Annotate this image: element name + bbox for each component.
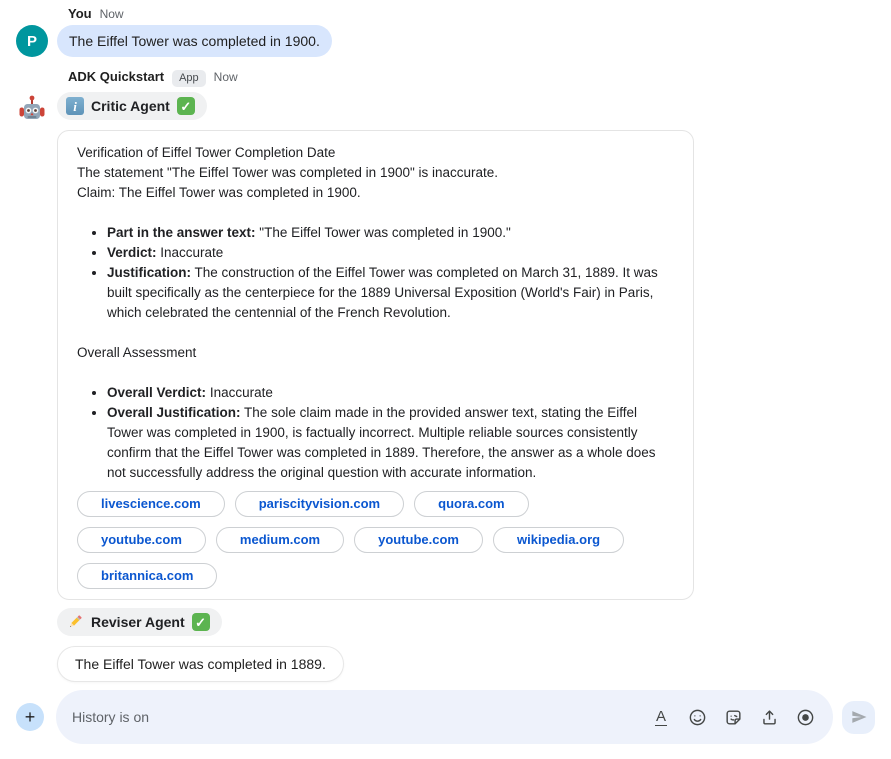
app-sender-name: ADK Quickstart bbox=[68, 69, 165, 84]
timestamp: Now bbox=[99, 7, 124, 21]
format-a-glyph: A bbox=[655, 707, 666, 725]
bullet-label: Overall Justification: bbox=[107, 405, 241, 420]
reviser-message-bubble: The Eiffel Tower was completed in 1889. bbox=[57, 646, 344, 682]
source-chip[interactable]: livescience.com bbox=[77, 491, 225, 517]
source-chip[interactable]: youtube.com bbox=[77, 527, 206, 553]
bullet-text: The sole claim made in the provided answer text, stating the Eiffel Tower was completed in 1900, is factually incorrect. Multiple reliable sources consistently confirm that the Eiffel Tower was completed in 1889. Therefore, the answer as a whole does not successfully address the original question with accurate information. bbox=[107, 405, 656, 480]
emoji-icon[interactable] bbox=[687, 707, 707, 727]
overall-bullet-list bbox=[77, 383, 674, 483]
source-chip[interactable]: pariscityvision.com bbox=[235, 491, 404, 517]
bullet-text: "The Eiffel Tower was completed in 1900." bbox=[255, 225, 511, 240]
list-item bbox=[107, 383, 674, 403]
bot-avatar[interactable] bbox=[16, 92, 48, 124]
send-button[interactable] bbox=[842, 701, 875, 734]
overall-assessment-heading: Overall Assessment bbox=[77, 345, 197, 360]
timestamp: Now bbox=[213, 70, 238, 84]
critic-agent-label: Critic Agent bbox=[91, 98, 170, 114]
list-item bbox=[107, 243, 674, 263]
list-item bbox=[107, 263, 674, 323]
source-chip[interactable]: medium.com bbox=[216, 527, 344, 553]
robot-icon bbox=[16, 92, 48, 124]
card-intro bbox=[77, 143, 674, 203]
add-button[interactable] bbox=[16, 703, 44, 731]
source-chip[interactable]: wikipedia.org bbox=[493, 527, 624, 553]
message-composer bbox=[0, 690, 891, 744]
bullet-label: Verdict: bbox=[107, 245, 157, 260]
source-chip[interactable]: quora.com bbox=[414, 491, 528, 517]
list-item bbox=[107, 403, 674, 483]
send-icon bbox=[849, 707, 869, 727]
app-badge: App bbox=[172, 70, 206, 87]
card-claim: Claim: The Eiffel Tower was completed in 1900. bbox=[77, 185, 361, 200]
avatar-letter: P bbox=[26, 32, 37, 50]
bullet-text: The construction of the Eiffel Tower was completed on March 31, 1889. It was built specifically as the centerpiece for the 1889 Universal Exposition (World's Fair) in Paris, which celebrated the centennial of the French Revolution. bbox=[107, 265, 658, 320]
text-format-icon[interactable] bbox=[651, 707, 671, 727]
user-message-meta bbox=[0, 6, 891, 21]
sticker-icon[interactable] bbox=[723, 707, 743, 727]
plus-icon: + bbox=[24, 707, 36, 727]
source-chips bbox=[77, 491, 674, 589]
claim-bullet-list bbox=[77, 223, 674, 323]
upload-icon[interactable] bbox=[759, 707, 779, 727]
check-mark-icon: ✓ bbox=[192, 613, 210, 631]
bullet-label: Overall Verdict: bbox=[107, 385, 207, 400]
bullet-label: Part in the answer text: bbox=[107, 225, 256, 240]
bullet-label: Justification: bbox=[107, 265, 192, 280]
sender-name: You bbox=[68, 6, 92, 21]
user-avatar[interactable] bbox=[16, 25, 48, 57]
bullet-text: Inaccurate bbox=[156, 245, 224, 260]
list-item bbox=[107, 223, 674, 243]
critic-agent-pill bbox=[57, 92, 207, 120]
reviser-agent-label: Reviser Agent bbox=[91, 614, 185, 630]
bullet-text: Inaccurate bbox=[206, 385, 273, 400]
message-input[interactable] bbox=[72, 709, 639, 725]
card-statement: The statement "The Eiffel Tower was completed in 1900" is inaccurate. bbox=[77, 165, 499, 180]
user-message-bubble: The Eiffel Tower was completed in 1900. bbox=[57, 25, 332, 57]
pencil-icon bbox=[66, 613, 84, 631]
record-icon[interactable] bbox=[795, 707, 815, 727]
info-icon: i bbox=[66, 97, 84, 115]
source-chip[interactable]: britannica.com bbox=[77, 563, 217, 589]
critic-card bbox=[57, 130, 694, 600]
message-input-pill[interactable] bbox=[56, 690, 833, 744]
card-title: Verification of Eiffel Tower Completion Date bbox=[77, 145, 336, 160]
source-chip[interactable]: youtube.com bbox=[354, 527, 483, 553]
app-message-meta bbox=[0, 69, 891, 87]
reviser-agent-pill bbox=[57, 608, 222, 636]
check-mark-icon: ✓ bbox=[177, 97, 195, 115]
